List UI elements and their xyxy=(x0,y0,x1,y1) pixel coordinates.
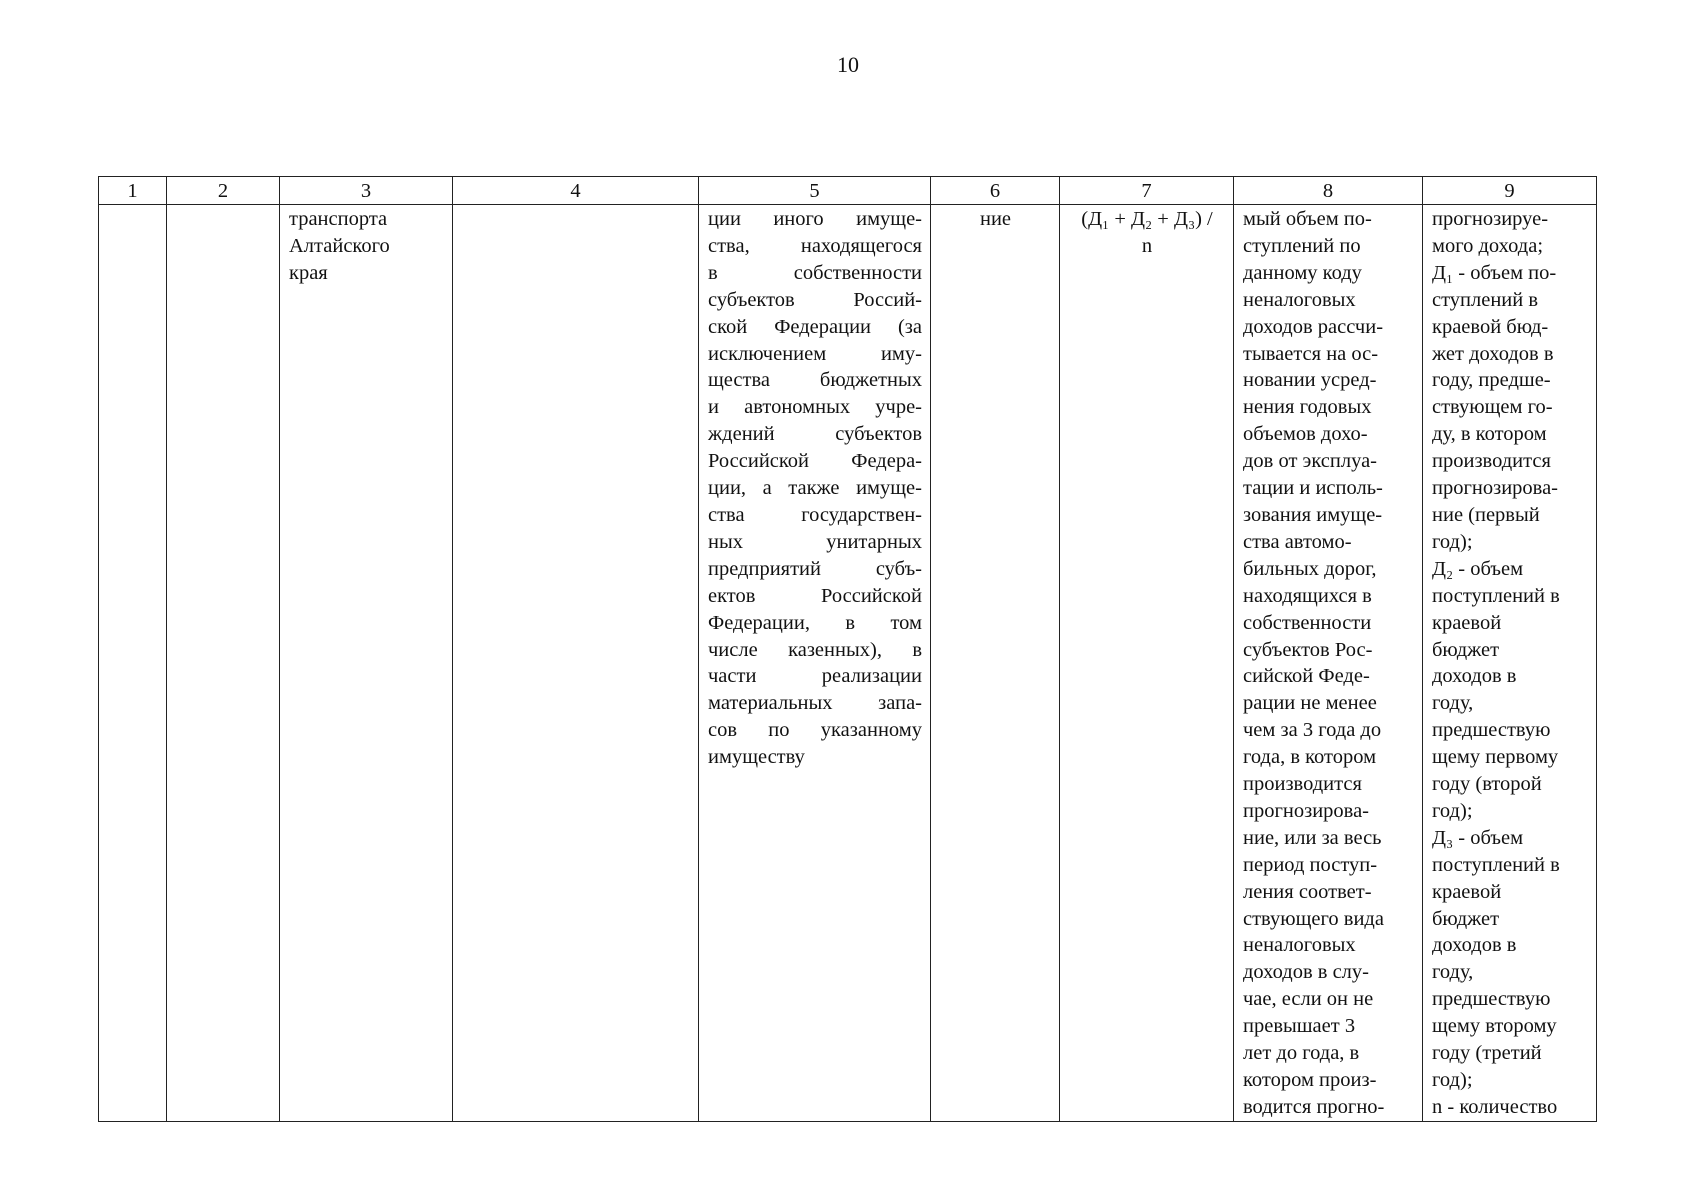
cell-line: щества бюджетных xyxy=(708,369,922,392)
cell-line: года, в котором xyxy=(1243,746,1377,769)
cell-line: доходов рассчи- xyxy=(1243,315,1384,338)
cell-line: щему первому xyxy=(1432,746,1559,769)
cell-line: ства, находящегося xyxy=(708,234,922,257)
header-col-9: 9 xyxy=(1423,177,1597,205)
cell-line: бильных дорог, xyxy=(1243,557,1377,580)
cell-line: производится xyxy=(1432,450,1551,473)
cell-line: год); xyxy=(1432,799,1473,822)
cell-line: края xyxy=(289,261,328,284)
cell-line: краевой xyxy=(1432,880,1502,903)
cell-line: году, xyxy=(1432,692,1474,715)
cell-line: ние, или за весь xyxy=(1243,826,1382,849)
cell-line: собственности xyxy=(1243,611,1372,634)
cell-line: (Д₁ + Д₂ + Д₃) / xyxy=(1081,208,1213,230)
table-row xyxy=(99,205,1597,1122)
cell-line: году (третий xyxy=(1432,1042,1542,1065)
cell-line: неналоговых xyxy=(1243,288,1356,311)
cell-line: котором произ- xyxy=(1243,1069,1377,1091)
cell-line: дов от эксплуа- xyxy=(1243,450,1378,473)
cell-line: поступлений в xyxy=(1432,853,1560,876)
cell-col-6 xyxy=(931,205,1060,1122)
cell-line: доходов в xyxy=(1432,934,1517,957)
cell-line: n xyxy=(1141,234,1153,257)
cell-line: части реализации xyxy=(708,665,922,688)
cell-col-9 xyxy=(1423,205,1597,1122)
cell-line: ции, а также имуще- xyxy=(708,477,922,500)
cell-line: находящихся в xyxy=(1243,584,1372,607)
cell-line: субъектов Россий- xyxy=(708,288,922,311)
cell-line: лет до года, в xyxy=(1243,1042,1360,1065)
cell-line: объемов дохо- xyxy=(1243,423,1368,446)
cell-line: краевой xyxy=(1432,611,1502,634)
cell-line: период поступ- xyxy=(1243,853,1378,876)
cell-line: год); xyxy=(1432,1069,1473,1091)
cell-line: Д₃ - объем xyxy=(1432,826,1524,849)
cell-line: данному коду xyxy=(1243,261,1362,284)
cell-line: зования имуще- xyxy=(1243,503,1383,526)
data-table xyxy=(98,176,1597,1122)
cell-line: прогнозирова- xyxy=(1432,477,1559,500)
cell-line: и автономных учре- xyxy=(708,396,922,419)
cell-line: мый объем по- xyxy=(1243,208,1372,230)
cell-line: производится xyxy=(1243,773,1362,796)
cell-line: году (второй xyxy=(1432,773,1542,796)
cell-line: ления соответ- xyxy=(1243,880,1372,903)
cell-line: новании усред- xyxy=(1243,369,1377,392)
cell-line: Д₂ - объем xyxy=(1432,557,1524,580)
cell-line: в собственности xyxy=(708,261,922,284)
cell-line: ектов Российской xyxy=(708,584,922,607)
cell-line: жет доходов в xyxy=(1432,342,1554,365)
cell-line: ние xyxy=(979,208,1012,230)
cell-line: превышает 3 xyxy=(1243,1015,1356,1038)
cell-line: ние (первый xyxy=(1432,503,1540,526)
cell-line: тывается на ос- xyxy=(1243,342,1379,365)
cell-line: имуществу xyxy=(708,746,805,769)
cell-line: чае, если он не xyxy=(1243,988,1374,1011)
cell-line: ступлений по xyxy=(1243,234,1361,257)
cell-line: прогнозирова- xyxy=(1243,799,1370,822)
cell-line: Д₁ - объем по- xyxy=(1432,261,1557,284)
cell-line: сов по указанному xyxy=(708,719,922,742)
header-col-1: 1 xyxy=(99,177,167,205)
cell-line: предшествую xyxy=(1432,719,1551,742)
cell-line: поступлений в xyxy=(1432,584,1560,607)
page-number: 10 xyxy=(837,52,859,77)
cell-line: доходов в xyxy=(1432,665,1517,688)
header-col-7: 7 xyxy=(1060,177,1234,205)
cell-line: году, предше- xyxy=(1432,369,1551,392)
cell-col-5 xyxy=(699,205,931,1122)
cell-col-8 xyxy=(1234,205,1423,1122)
cell-line: числе казенных), в xyxy=(708,638,922,661)
cell-line: ства автомо- xyxy=(1243,530,1352,553)
cell-col-2 xyxy=(167,205,280,1122)
cell-line: ской Федерации (за xyxy=(708,315,922,338)
cell-line: сийской Феде- xyxy=(1243,665,1370,688)
header-row xyxy=(99,177,1597,205)
header-col-4: 4 xyxy=(453,177,699,205)
cell-line: предшествую xyxy=(1432,988,1551,1011)
cell-line: исключением иму- xyxy=(708,342,922,365)
cell-col-3 xyxy=(280,205,453,1122)
cell-line: неналоговых xyxy=(1243,934,1356,957)
cell-line: ствующем го- xyxy=(1432,396,1553,419)
header-col-6: 6 xyxy=(931,177,1060,205)
header-col-8: 8 xyxy=(1234,177,1423,205)
header-col-2: 2 xyxy=(167,177,280,205)
cell-line: предприятий субъ- xyxy=(708,557,922,580)
cell-line: нения годовых xyxy=(1243,396,1372,419)
cell-line: щему второму xyxy=(1432,1015,1557,1038)
cell-line: доходов в слу- xyxy=(1243,961,1369,984)
cell-line: Федерации, в том xyxy=(708,611,922,634)
cell-line: ждений субъектов xyxy=(708,423,922,446)
cell-line: материальных запа- xyxy=(708,692,922,715)
cell-line: Алтайского xyxy=(289,234,390,257)
cell-line: ства государствен- xyxy=(708,503,922,526)
cell-col-4 xyxy=(453,205,699,1122)
cell-line: субъектов Рос- xyxy=(1243,638,1373,661)
cell-line: транспорта xyxy=(289,208,388,230)
cell-line: прогнозируе- xyxy=(1432,208,1549,230)
cell-line: Российской Федера- xyxy=(708,450,922,473)
cell-line: мого дохода; xyxy=(1432,234,1544,257)
cell-line: ствующего вида xyxy=(1243,907,1384,930)
cell-col-7 xyxy=(1060,205,1234,1122)
cell-line: ных унитарных xyxy=(708,530,922,553)
cell-line: год); xyxy=(1432,530,1473,553)
cell-line: ду, в котором xyxy=(1432,423,1547,446)
header-col-3: 3 xyxy=(280,177,453,205)
cell-line: ции иного имуще- xyxy=(708,208,922,230)
cell-line: чем за 3 года до xyxy=(1243,719,1382,742)
cell-line: бюджет xyxy=(1432,638,1500,661)
cell-line: тации и исполь- xyxy=(1243,477,1383,500)
cell-col-1 xyxy=(99,205,167,1122)
cell-line: рации не менее xyxy=(1243,692,1377,715)
cell-line: водится прогно- xyxy=(1243,1095,1385,1118)
header-col-5: 5 xyxy=(699,177,931,205)
cell-line: году, xyxy=(1432,961,1474,984)
cell-line: краевой бюд- xyxy=(1432,315,1549,338)
cell-line: ступлений в xyxy=(1432,288,1539,311)
cell-line: n - количество xyxy=(1432,1095,1558,1118)
cell-line: бюджет xyxy=(1432,907,1500,930)
